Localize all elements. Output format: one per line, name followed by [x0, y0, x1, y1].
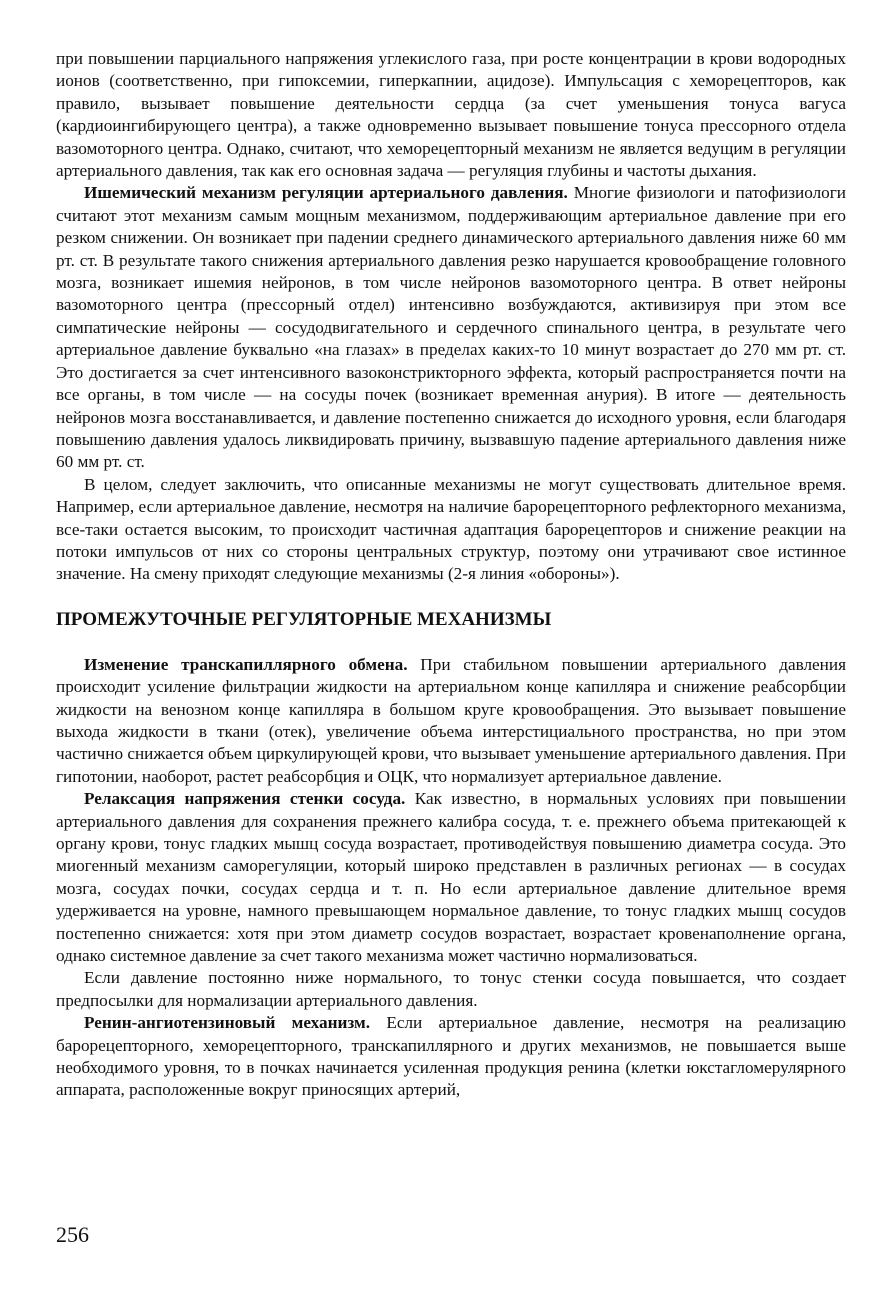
paragraph-heading-bold: Релаксация напряжения стенки сосуда.	[84, 789, 406, 809]
paragraph-stress-relaxation	[56, 788, 846, 967]
paragraph-text: Если давление постоянно ниже нормального, то тонус стенки сосуда повышается, что создает предпосылки для нормализации артериального давления.	[56, 968, 846, 1010]
paragraph-heading-bold: Изменение транскапиллярного обмена.	[84, 654, 408, 674]
page-content	[56, 48, 846, 1102]
paragraph-conclusion	[56, 474, 846, 586]
paragraph-renin-angiotensin	[56, 1012, 846, 1102]
paragraph-text: Многие физиологи и патофизиологи считают этот механизм самым мощным механизмом, поддерживающим артериальное давление при его резком снижении. Он возникает при падении среднего динамического артериального давления ниже 60 мм рт. ст. В результате такого снижения артериального давления резко нарушается кровообращение головного мозга, возникает ишемия нейронов, в том числе нейронов вазомоторного центра. В ответ нейроны вазомоторного центра (прессорный отдел) интенсивно возбуждаются, активизируя при этом все симпатические нейроны — сосудодвигательного и сердечного спинального центра, в результате чего артериальное давление буквально «на глазах» в пределах каких-то 10 минут возрастает до 270 мм рт. ст. Это достигается за счет интенсивного вазоконстрикторного эффекта, который распространяется почти на все органы, в том числе — на сосуды почек (возникает временная анурия). В итоге — деятельность нейронов мозга восстанавливается, и давление постепенно снижается до исходного уровня, если благодаря повышению давления удалось ликвидировать причину, вызвавшую падение артериального давления ниже 60 мм рт. ст.	[56, 183, 846, 472]
paragraph-text: Если артериальное давление, несмотря на реализацию барорецепторного, хеморецепторного, транскапиллярного и других механизмов, не повышается выше необходимого уровня, то в почках начинается усиленная продукция ренина (клетки юкстагломерулярного аппарата, расположенные вокруг приносящих артерий,	[56, 1013, 846, 1100]
section-heading: ПРОМЕЖУТОЧНЫЕ РЕГУЛЯТОРНЫЕ МЕХАНИЗМЫ	[56, 608, 552, 630]
paragraph-text: Как известно, в нормальных условиях при повышении артериального давления для сохранения прежнего калибра сосуда, т. е. прежнего объема притекающей к органу крови, тонус гладких мышц сосуда возрастает, противодействуя повышению диаметра сосуда. Это миогенный механизм саморегуляции, который широко представлен в различных регионах — в сосудах мозга, сосудах почки, сосудах сердца и т. п. Но если артериальное давление длительное время удерживается на уровне, намного превышающем нормальное давление, то тонус гладких мышц сосудов постепенно снижается: хотя при этом диаметр сосудов возрастает, возрастает кровенаполнение органа, однако системное давление за счет такого механизма может частично нормализоваться.	[56, 789, 846, 966]
paragraph-chemoreceptor	[56, 48, 846, 182]
paragraph-text: В целом, следует заключить, что описанные механизмы не могут существовать длительное время. Например, если артериальное давление, несмотря на наличие барорецепторного рефлекторного механизма, все-таки остается высоким, то происходит частичная адаптация барорецепторов и снижение реакции на потоки импульсов от них со стороны центральных структур, поэтому они утрачивают свое истинное значение. На смену приходят следующие механизмы (2-я линия «обороны»).	[56, 474, 846, 584]
paragraph-heading-bold: Ренин-ангиотензиновый механизм.	[84, 1013, 371, 1033]
paragraph-ischemic-mechanism	[56, 182, 846, 473]
paragraph-text: При стабильном повышении артериального давления происходит усиление фильтрации жидкости на артериальном конце капилляра и снижение реабсорбции жидкости на венозном конце капилляра в большом круге кровообращения. Это вызывает повышение выхода жидкости в ткани (отек), увеличение объема интерстициального пространства, но при этом частично снижается объем циркулирующей крови, что вызывает уменьшение артериального давления. При гипотонии, наоборот, растет реабсорбция и ОЦК, что нормализует артериальное давление.	[56, 654, 846, 786]
page-number: 256	[56, 1222, 89, 1247]
paragraph-transcapillary-exchange	[56, 654, 846, 788]
paragraph-low-pressure	[56, 967, 846, 1012]
paragraph-heading-bold: Ишемический механизм регуляции артериального давления.	[84, 183, 568, 203]
paragraph-text: при повышении парциального напряжения углекислого газа, при росте концентрации в крови водородных ионов (соответственно, при гипоксемии, гиперкапнии, ацидозе). Импульсация с хеморецепторов, как правило, вызывает повышение деятельности сердца (за счет уменьшения тонуса вагуса (кардиоингибирующего центра), а также одновременно вызывает повышение тонуса прессорного отдела вазомоторного центра. Однако, считают, что хеморецепторный механизм не является ведущим в регуляции артериального давления, так как его основная задача — регуляция глубины и частоты дыхания.	[56, 49, 846, 181]
